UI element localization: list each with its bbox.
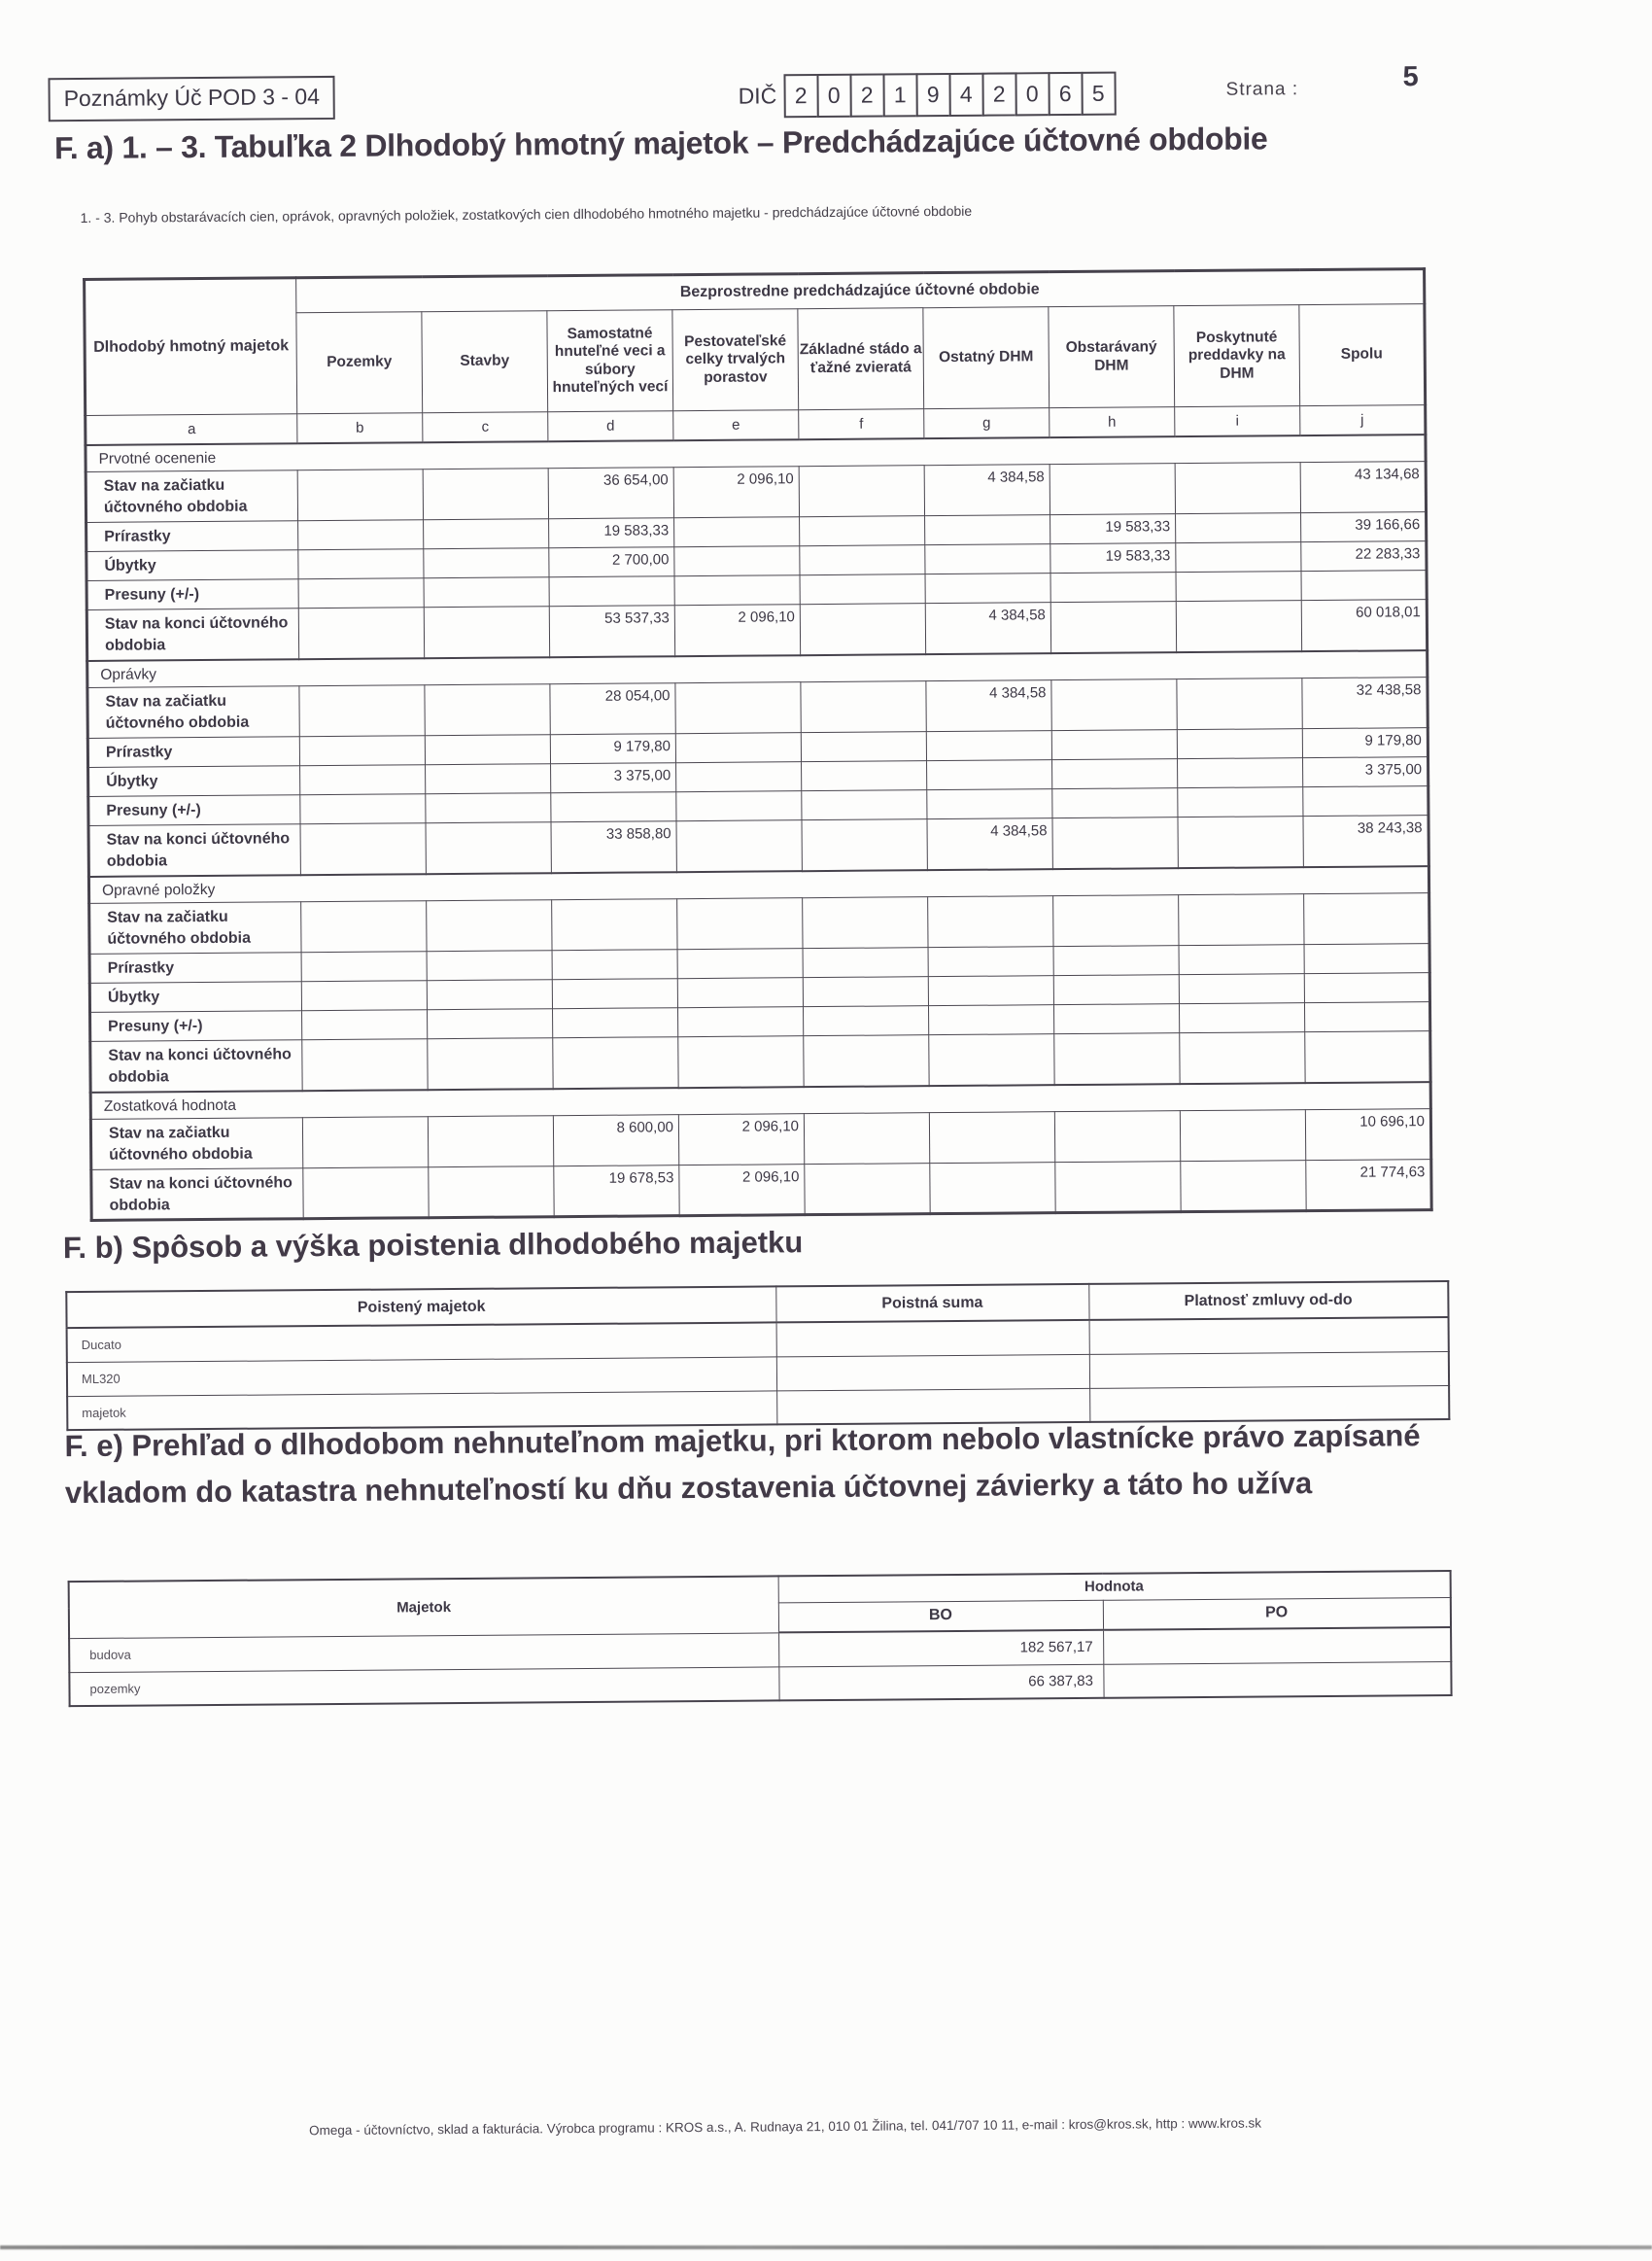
cell-f: [804, 1035, 929, 1087]
cell-c: [424, 577, 549, 608]
row-label: Stav na konci účtovného obdobia: [88, 824, 300, 877]
row-label: Stav na konci účtovného obdobia: [91, 1168, 303, 1221]
insured-sum-header: Poistná suma: [775, 1284, 1088, 1323]
po-value-cell: [1103, 1627, 1451, 1664]
cell-b: [300, 765, 426, 795]
cell-h: [1053, 975, 1179, 1005]
cell-j: [1303, 786, 1428, 817]
cell-b: [298, 578, 424, 609]
cell-f: [801, 681, 926, 733]
cell-i: [1178, 787, 1303, 817]
section-fa-title: F. a) 1. – 3. Tabuľka 2 Dlhodobý hmotný majetok – Predchádzajúce účtovné obdobie: [53, 121, 1268, 166]
insurance-table: [65, 1280, 1450, 1431]
cell-e: [677, 978, 803, 1008]
cell-g: [927, 760, 1052, 790]
cell-g: [929, 1034, 1054, 1086]
dic-digit-cell: 2: [849, 73, 884, 117]
insured-asset-cell: majetok: [67, 1390, 776, 1430]
cell-i: [1175, 463, 1300, 514]
cell-j: 21 774,63: [1306, 1160, 1431, 1211]
cell-j: [1301, 571, 1427, 601]
cell-i: [1180, 1032, 1305, 1084]
cell-g: [930, 1163, 1055, 1214]
row-label: Prírastky: [86, 521, 298, 552]
cell-j: 43 134,68: [1300, 462, 1426, 513]
cell-d: [552, 899, 677, 951]
cell-e: [676, 791, 802, 821]
cell-h: [1055, 1162, 1181, 1213]
cell-j: [1305, 1031, 1430, 1083]
cell-h: [1050, 602, 1176, 653]
column-letter-a: a: [86, 414, 297, 445]
dic-digit-cell: 4: [948, 73, 983, 117]
cell-i: [1176, 513, 1301, 543]
cell-e: [677, 949, 803, 979]
cell-d: 28 054,00: [550, 683, 675, 735]
cell-h: [1052, 788, 1178, 818]
cell-c: [424, 519, 549, 549]
cell-b: [302, 1117, 428, 1168]
column-header-e: Pestovateľské celky trvalých porastov: [672, 309, 799, 411]
period-span-header: Bezprostredne predchádzajúce účtovné obdobie: [296, 269, 1425, 313]
column-letter-j: j: [1300, 405, 1426, 435]
dic-digit-cell: 0: [1015, 72, 1050, 116]
cell-j: [1304, 1002, 1429, 1032]
row-label: Úbytky: [86, 550, 298, 581]
cell-h: [1054, 1111, 1180, 1163]
cell-b: [299, 685, 425, 737]
cell-j: 32 438,58: [1302, 678, 1428, 729]
cell-c: [425, 735, 550, 765]
cell-f: [802, 790, 927, 820]
cell-h: [1052, 817, 1178, 869]
column-letter-g: g: [924, 408, 1050, 438]
cell-g: [925, 515, 1050, 545]
cell-e: [678, 1007, 804, 1037]
row-label: Prírastky: [89, 953, 301, 984]
section-fb-title: F. b) Spôsob a výška poistenia dlhodobého majetku: [62, 1225, 804, 1266]
row-label: Stav na začiatku účtovného obdobia: [89, 902, 301, 955]
row-label: Stav na začiatku účtovného obdobia: [87, 686, 299, 739]
cell-f: [800, 545, 925, 575]
cell-d: 8 600,00: [553, 1115, 678, 1166]
cell-b: [302, 1039, 428, 1091]
cell-b: [297, 470, 423, 521]
column-letter-f: f: [799, 409, 924, 439]
cell-d: 53 537,33: [549, 606, 674, 657]
cell-h: [1053, 946, 1179, 976]
cell-g: 4 384,58: [925, 603, 1050, 654]
cell-g: 4 384,58: [924, 465, 1050, 516]
cell-c: [425, 684, 550, 736]
cell-g: [925, 544, 1050, 574]
po-header: PO: [1103, 1597, 1451, 1630]
cell-c: [423, 469, 548, 520]
cell-g: 4 384,58: [927, 818, 1052, 870]
section-fe-title: F. e) Prehľad o dlhodobom nehnuteľnom majetku, pri ktorom nebolo vlastnícke právo zapísané vkladom do katastra nehnuteľností ku dňu zostavenia účtovnej závierky a táto ho užíva: [64, 1418, 1421, 1511]
cell-g: 4 384,58: [926, 680, 1051, 732]
insured-asset-cell: ML320: [67, 1356, 776, 1396]
cell-b: [299, 736, 425, 766]
bo-value-cell: 66 387,83: [778, 1664, 1103, 1701]
column-letter-e: e: [673, 410, 799, 440]
scan-edge-artifact: [0, 2245, 1652, 2249]
cell-d: [553, 1008, 678, 1038]
cell-e: [678, 1036, 804, 1088]
cell-c: [428, 1009, 553, 1039]
cell-h: [1050, 573, 1176, 603]
cell-j: 38 243,38: [1303, 816, 1428, 867]
cell-c: [427, 900, 552, 952]
cell-h: [1052, 759, 1178, 789]
cell-b: [300, 823, 426, 875]
cell-d: [553, 1037, 678, 1089]
row-label: Stav na začiatku účtovného obdobia: [90, 1118, 302, 1170]
cell-c: [428, 1038, 553, 1090]
cell-e: [675, 733, 801, 763]
cell-e: 2 096,10: [674, 605, 800, 656]
column-letter-d: d: [548, 411, 673, 441]
cell-g: [927, 789, 1052, 819]
cell-b: [300, 794, 426, 824]
cell-b: [301, 981, 427, 1011]
cell-b: [301, 901, 427, 953]
cell-d: [549, 576, 674, 607]
cell-j: 60 018,01: [1301, 600, 1427, 651]
dhm-table: [83, 267, 1433, 1222]
asset-label-cell: pozemky: [69, 1666, 778, 1706]
column-letter-c: c: [423, 412, 548, 442]
cell-c: [424, 607, 549, 658]
row-label: Presuny (+/-): [86, 579, 298, 610]
contract-validity-cell: [1089, 1317, 1449, 1354]
cell-c: [428, 1116, 553, 1167]
cell-h: [1051, 679, 1177, 731]
cell-g: [928, 1005, 1053, 1035]
cell-e: [675, 682, 801, 734]
cell-c: [424, 548, 549, 578]
cell-g: [928, 947, 1053, 977]
row-label: Prírastky: [87, 737, 299, 768]
asset-label-cell: budova: [69, 1632, 778, 1672]
cell-j: [1304, 973, 1429, 1003]
dic-digit-boxes: [785, 72, 1116, 119]
dhm-table-head: [85, 269, 1426, 445]
cell-c: [426, 822, 551, 874]
column-header-f: Základné stádo a ťažné zvieratá: [798, 308, 924, 410]
cell-d: 36 654,00: [548, 468, 673, 519]
section-fa-subtitle: 1. - 3. Pohyb obstarávacích cien, oprávok, opravných položiek, zostatkových cien dlhodobého hmotného majetku - predchádzajúce účtovné obdobie: [80, 202, 973, 226]
software-footer: Omega - účtovníctvo, sklad a fakturácia. Výrobca programu : KROS a.s., A. Rudnaya 21, 010 01 Žilina, tel. 041/707 10 11, e-mail : kros@kros.sk, http : www.kros.sk: [309, 2115, 1262, 2139]
dic-digit-cell: 2: [783, 74, 818, 118]
dic-label: DIČ: [738, 83, 777, 109]
cell-e: 2 096,10: [673, 467, 799, 518]
value-header: Hodnota: [778, 1571, 1451, 1602]
dic-digit-cell: 6: [1048, 72, 1083, 116]
property-table-body: [69, 1627, 1452, 1706]
column-header-b: Pozemky: [296, 312, 423, 414]
cell-i: [1177, 729, 1302, 759]
dic-digit-cell: 1: [882, 73, 917, 117]
cell-g: [925, 574, 1050, 604]
cell-j: 10 696,10: [1305, 1109, 1430, 1161]
cell-c: [427, 980, 552, 1010]
cell-f: [804, 1113, 929, 1165]
column-header-h: Obstarávaný DHM: [1049, 306, 1175, 408]
cell-g: [928, 976, 1053, 1006]
form-code-box: [48, 76, 335, 122]
row-label: Stav na konci účtovného obdobia: [90, 1040, 302, 1093]
column-header-g: Ostatný DHM: [923, 307, 1050, 409]
section-title: Opravné položky: [88, 866, 1428, 904]
bo-value-cell: 182 567,17: [778, 1630, 1103, 1667]
row-label: Presuny (+/-): [88, 795, 300, 826]
cell-e: [676, 762, 802, 792]
cell-d: [551, 792, 676, 822]
row-label: Stav na konci účtovného obdobia: [86, 609, 298, 661]
cell-h: [1053, 1004, 1179, 1034]
cell-d: 19 678,53: [554, 1165, 679, 1217]
cell-h: 19 583,33: [1050, 514, 1176, 544]
cell-e: 2 096,10: [678, 1114, 804, 1165]
asset-header: Majetok: [69, 1576, 778, 1638]
contract-validity-cell: [1089, 1351, 1449, 1388]
cell-c: [429, 1166, 554, 1218]
dhm-table-body: [86, 435, 1431, 1221]
cell-i: [1176, 572, 1301, 602]
dic-digit-cell: 2: [981, 72, 1016, 116]
cell-d: 9 179,80: [550, 734, 675, 764]
cell-b: [301, 952, 427, 982]
dic-digit-cell: 9: [915, 73, 950, 117]
cell-f: [803, 948, 928, 978]
cell-d: [552, 979, 677, 1009]
cell-i: [1178, 758, 1303, 788]
cell-h: [1054, 1033, 1180, 1085]
row-label: Úbytky: [88, 766, 300, 797]
cell-i: [1176, 601, 1301, 652]
cell-b: [302, 1010, 428, 1040]
po-value-cell: [1103, 1661, 1451, 1698]
cell-j: 22 283,33: [1301, 541, 1427, 572]
cell-b: [298, 520, 424, 550]
column-header-j: Spolu: [1299, 304, 1426, 406]
cell-j: 3 375,00: [1303, 757, 1428, 787]
cell-f: [803, 1006, 928, 1036]
cell-e: [677, 898, 803, 950]
cell-f: [803, 897, 928, 949]
insured-asset-cell: Ducato: [67, 1322, 776, 1362]
cell-f: [801, 732, 926, 762]
dic-digit-cell: 0: [816, 74, 851, 118]
dic-digit-cell: 5: [1081, 72, 1116, 116]
cell-d: 2 700,00: [549, 547, 674, 577]
cell-f: [800, 574, 925, 605]
form-code-label: Poznámky Úč POD 3 - 04: [63, 84, 321, 112]
cell-f: [802, 761, 927, 791]
cell-d: 19 583,33: [549, 518, 674, 548]
cell-e: [674, 546, 800, 576]
cell-d: 3 375,00: [551, 763, 676, 793]
cell-f: [800, 516, 925, 546]
cell-i: [1179, 894, 1304, 946]
column-letter-h: h: [1050, 407, 1175, 437]
cell-c: [426, 793, 551, 823]
cell-i: [1180, 1110, 1305, 1162]
cell-g: [929, 1112, 1054, 1164]
cell-i: [1181, 1161, 1306, 1212]
page-label: Strana :: [1225, 79, 1299, 100]
section-title: Zostatková hodnota: [90, 1082, 1430, 1120]
column-letter-i: i: [1175, 406, 1300, 436]
row-label: Úbytky: [89, 982, 301, 1013]
cell-f: [803, 977, 928, 1007]
cell-c: [426, 764, 551, 794]
cell-i: [1179, 945, 1304, 975]
cell-d: [552, 950, 677, 980]
dic-field: [738, 72, 1116, 119]
cell-i: [1178, 817, 1303, 868]
cell-j: 39 166,66: [1301, 512, 1427, 542]
cell-e: [674, 517, 800, 547]
cell-j: [1304, 893, 1429, 945]
cell-f: [802, 819, 927, 871]
row-label: Stav na začiatku účtovného obdobia: [86, 470, 297, 523]
cell-h: [1050, 464, 1175, 515]
cell-h: [1053, 895, 1179, 947]
cell-i: [1176, 542, 1301, 573]
insured-sum-cell: [776, 1354, 1089, 1391]
cell-i: [1179, 1003, 1304, 1033]
cell-e: [674, 575, 800, 606]
column-header-i: Poskytnuté preddavky na DHM: [1174, 305, 1300, 407]
contract-validity-header: Platnosť zmluvy od-do: [1088, 1281, 1448, 1320]
cell-i: [1179, 974, 1304, 1004]
cell-h: [1051, 730, 1177, 760]
cell-f: [800, 604, 925, 655]
cell-c: [427, 951, 552, 981]
cell-h: 19 583,33: [1050, 543, 1176, 574]
column-header-d: Samostatné hnuteľné veci a súbory hnuteľných vecí: [547, 310, 673, 412]
insured-sum-cell: [776, 1320, 1089, 1357]
insured-asset-header: Poistený majetok: [66, 1286, 775, 1328]
cell-b: [298, 608, 424, 659]
cell-j: 9 179,80: [1302, 728, 1428, 758]
section-title: Oprávky: [87, 650, 1428, 688]
corner-header: Dlhodobý hmotný majetok: [85, 278, 297, 416]
property-table: [68, 1570, 1453, 1707]
table-row: [91, 1160, 1431, 1221]
column-letter-b: b: [297, 413, 423, 443]
cell-f: [799, 466, 924, 517]
page-number: 5: [1402, 61, 1419, 93]
cell-d: 33 858,80: [551, 821, 676, 873]
cell-j: [1304, 944, 1429, 974]
cell-f: [805, 1164, 930, 1215]
bo-header: BO: [778, 1600, 1103, 1633]
cell-g: [926, 731, 1051, 761]
cell-e: 2 096,10: [679, 1165, 805, 1216]
cell-i: [1177, 678, 1302, 730]
cell-b: [303, 1167, 429, 1219]
cell-g: [928, 896, 1053, 948]
row-label: Presuny (+/-): [90, 1011, 302, 1042]
column-header-c: Stavby: [422, 311, 548, 413]
section-title: Prvotné ocenenie: [86, 435, 1426, 472]
cell-e: [676, 820, 802, 872]
cell-b: [298, 549, 424, 579]
